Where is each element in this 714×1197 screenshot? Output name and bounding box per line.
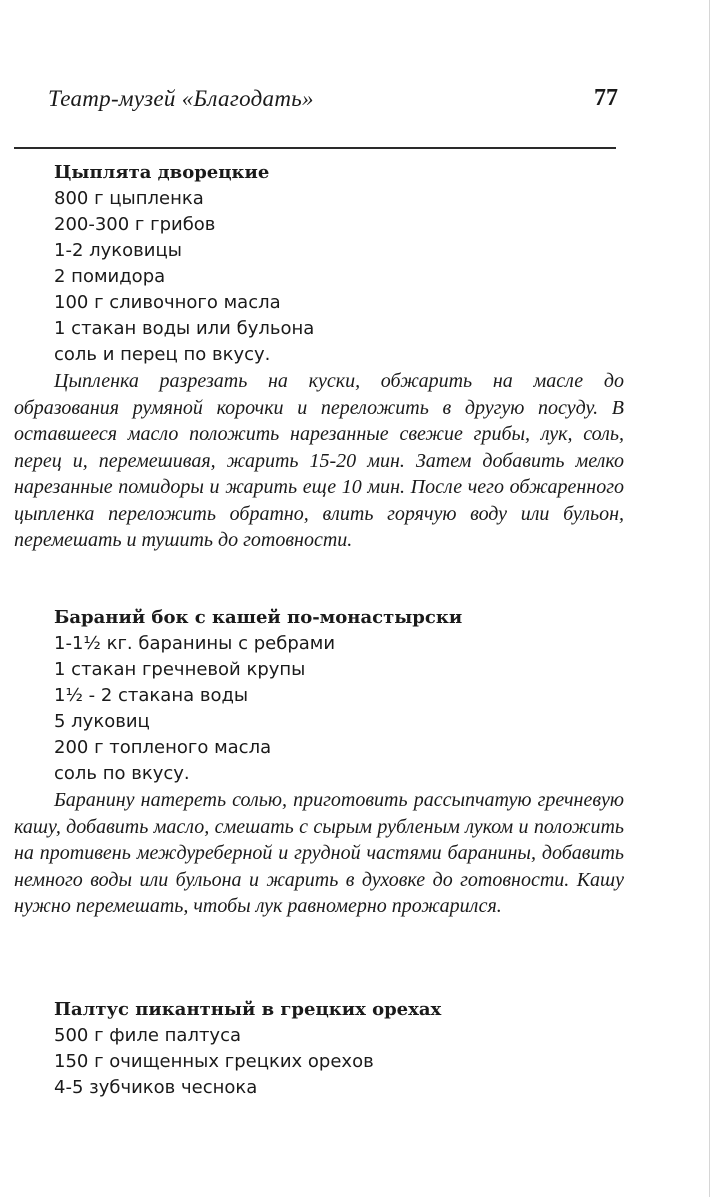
ingredient-item: 4-5 зубчиков чеснока <box>54 1077 258 1098</box>
ingredient-list <box>14 1023 624 1101</box>
ingredient-item: 200 г топленого масла <box>54 737 272 758</box>
ingredient-item: 1-2 луковицы <box>54 240 182 261</box>
ingredient-item: 800 г цыпленка <box>54 188 204 209</box>
recipe-lamb <box>14 605 624 920</box>
page-number: 77 <box>594 85 618 111</box>
recipe-halibut <box>14 997 624 1101</box>
recipe-title: Цыплята дворецкие <box>54 162 270 183</box>
ingredient-item: 150 г очищенных грецких орехов <box>54 1051 374 1072</box>
recipe-title: Палтус пикантный в грецких орехах <box>54 999 442 1020</box>
ingredient-item: 1-1½ кг. баранины с ребрами <box>54 633 336 654</box>
recipe-instructions: Цыпленка разрезать на куски, обжарить на масле до образования румяной корочки и переложить в другую посуду. В оставшееся масло положить нарезанные свежие грибы, лук, соль, перец и, перемешивая, жарить 15-20 мин. Затем добавить мелко нарезанные помидоры и жарить еще 10 мин. После чего обжаренного цыпленка переложить обратно, влить горячую воду или бульон, перемешать и тушить до готовности. <box>14 370 624 551</box>
ingredient-item: 100 г сливочного масла <box>54 292 281 313</box>
recipe-instructions: Баранину натереть солью, приготовить рассыпчатую гречневую кашу, добавить масло, смешать с сырым рубленым луком и положить на противень междуреберной и грудной частями баранины, добавить немного воды или бульона и жарить в духовке до готовности. Кашу нужно перемешать, чтобы лук равномерно прожарился. <box>14 789 624 917</box>
ingredient-item: 200-300 г грибов <box>54 214 216 235</box>
ingredient-item: 1 стакан воды или бульона <box>54 318 315 339</box>
ingredient-item: 500 г филе палтуса <box>54 1025 242 1046</box>
header-divider <box>14 147 616 149</box>
ingredient-item: 1½ - 2 стакана воды <box>54 685 249 706</box>
ingredient-item: соль по вкусу. <box>54 763 190 784</box>
page-edge-shadow <box>709 0 710 1197</box>
ingredient-item: соль и перец по вкусу. <box>54 344 271 365</box>
ingredient-list <box>14 631 624 787</box>
running-header <box>48 86 618 118</box>
recipe-title: Бараний бок с кашей по-монастырски <box>54 607 463 628</box>
recipe-chicken <box>14 160 624 554</box>
ingredient-item: 2 помидора <box>54 266 166 287</box>
running-header-title: Театр-музей «Благодать» <box>48 86 314 111</box>
ingredient-list <box>14 186 624 368</box>
ingredient-item: 5 луковиц <box>54 711 150 732</box>
ingredient-item: 1 стакан гречневой крупы <box>54 659 306 680</box>
